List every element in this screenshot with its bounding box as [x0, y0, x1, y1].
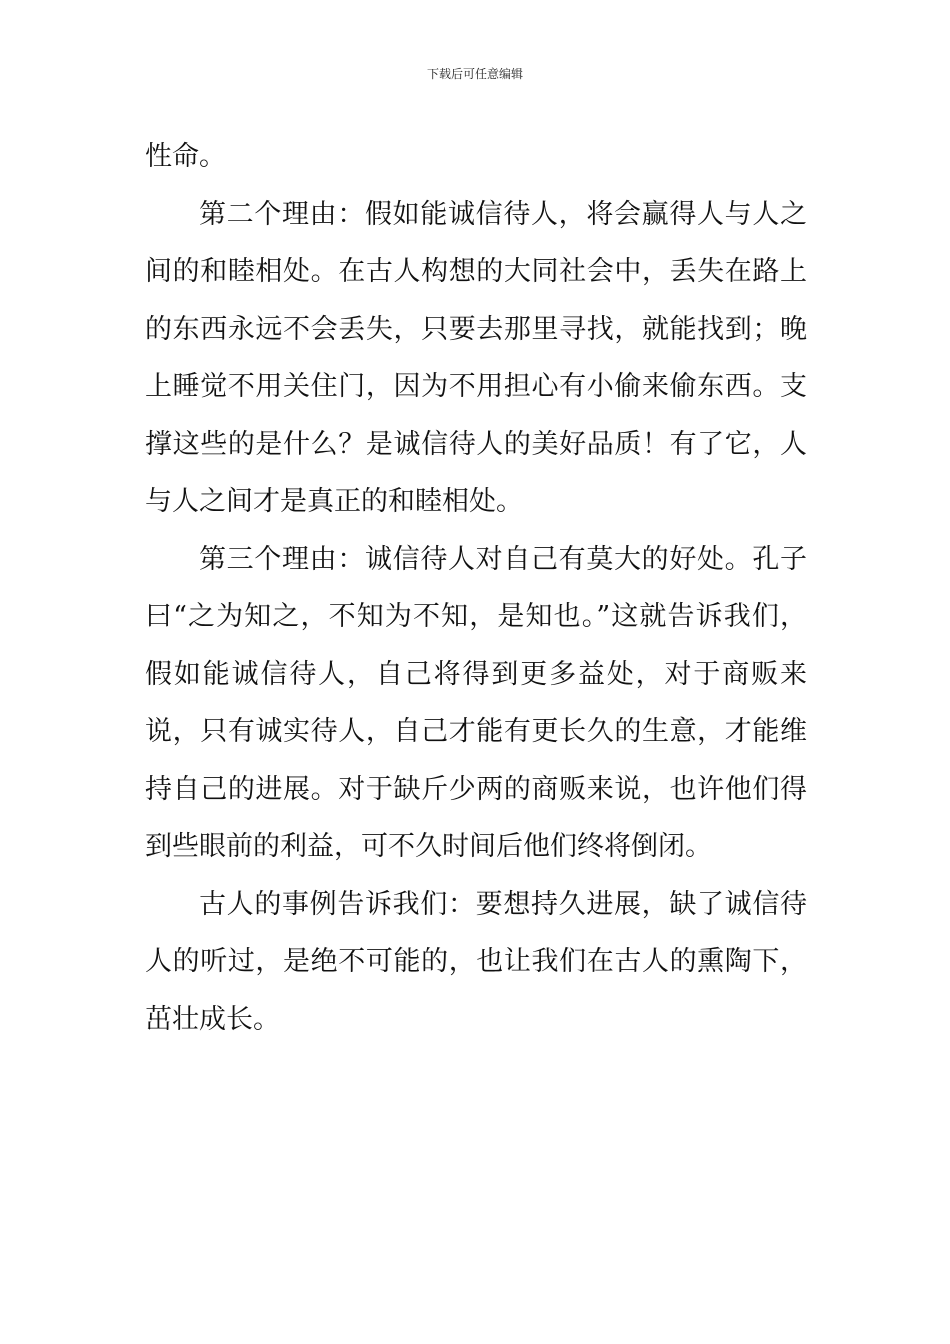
paragraph-reason-three: 第三个理由：诚信待人对自己有莫大的好处。孔子曰“之为知之，不知为不知，是知也。”这就告诉我们，假如能诚信待人，自己将得到更多益处，对于商贩来说，只有诚实待人，自己才能有更长久的生意，才能维持自己的进展。对于缺斤少两的商贩来说，也许他们得到些眼前的利益，可不久时间后他们终将倒闭。	[145, 543, 807, 862]
page-header: 下载后可任意编辑	[426, 67, 523, 81]
paragraph-reason-two: 第二个理由：假如能诚信待人，将会赢得人与人之间的和睦相处。在古人构想的大同社会中，丢失在路上的东西永远不会丢失，只要去那里寻找，就能找到；晚上睡觉不用关住门，因为不用担心有小偷来偷东西。支撑这些的是什么？是诚信待人的美好品质！有了它，人与人之间才是真正的和睦相处。	[145, 198, 807, 517]
paragraph-conclusion: 古人的事例告诉我们：要想持久进展，缺了诚信待人的听过，是绝不可能的，也让我们在古人的熏陶下，茁壮成长。	[145, 888, 807, 1035]
document-body	[145, 128, 807, 1048]
paragraph-continuation: 性命。	[145, 141, 226, 172]
